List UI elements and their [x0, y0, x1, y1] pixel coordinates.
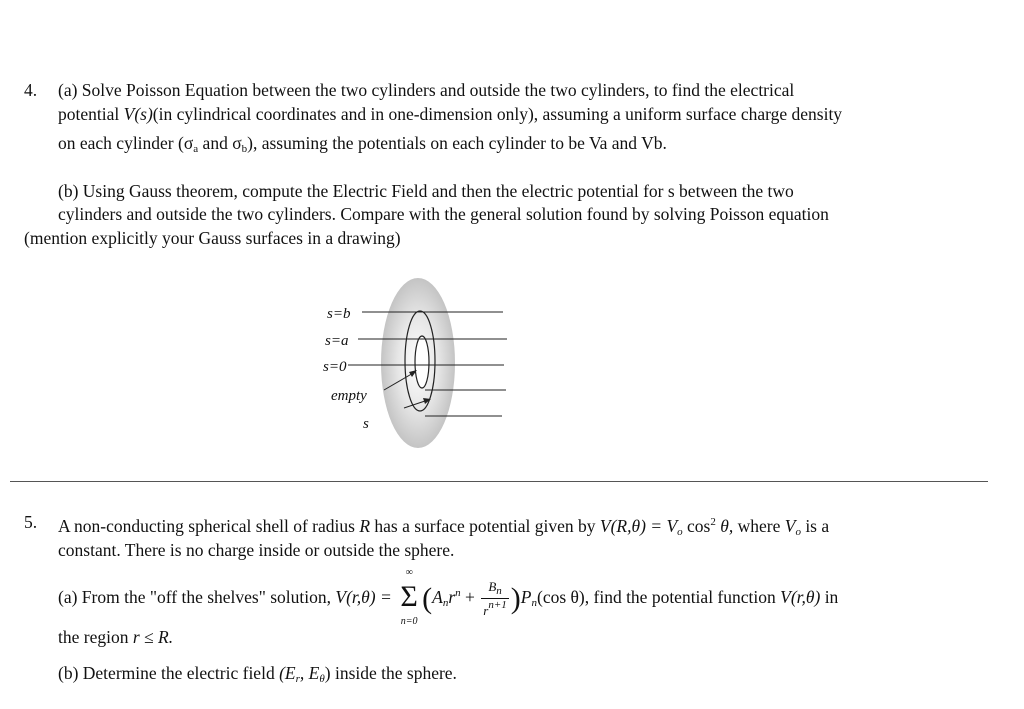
- problem-4a-line1: (a) Solve Poisson Equation between the two cylinders and outside the two cylinders, to find the electrical: [58, 80, 795, 100]
- cylinder-diagram: [300, 268, 520, 458]
- problem-5-line2: constant. There is no charge inside or outside the sphere.: [58, 540, 455, 560]
- problem-4b-line3: (mention explicitly your Gauss surfaces in a drawing): [24, 228, 401, 248]
- problem-4a-line3: on each cylinder ($\sigma_a$ and $\sigma_b$), assuming the potentials on each cylinder to be Va and Vb.: [58, 133, 667, 155]
- problem-4b-line2: cylinders and outside the two cylinders. Compare with the general solution found by solving Poisson equation: [58, 204, 829, 224]
- label-s-b: s=b: [327, 306, 351, 322]
- problem-5-number: 5.: [24, 512, 38, 532]
- cylinder-a: [415, 336, 429, 388]
- fraction-b-over-r: $\frac{B_n}{r^{n+1}}$: [483, 579, 507, 619]
- label-s-0: s=0: [323, 359, 347, 375]
- problem-5a-line: (a) From the "off the shelves" solution, V(r,θ) = ∞ Σ n=0 ($A_nr^n$ + $\frac{B_n}{r^{n+1}}$ )$P_n(\cos$ θ), find the potential function V(r,θ) in: [58, 567, 839, 628]
- problem-5-line1: A non-conducting spherical shell of radius R has a surface potential given by $V(R,\theta) = V_o$ $\cos^2 \theta$, where $V_o$ is a: [58, 516, 830, 538]
- problem-5-region: the region r ≤ R.: [58, 627, 174, 647]
- problem-5b-line: (b) Determine the electric field ($E_r$, $E_\theta$) inside the sphere.: [58, 663, 457, 685]
- label-s-a: s=a: [325, 333, 349, 349]
- problem-4b-line1: (b) Using Gauss theorem, compute the Electric Field and then the electric potential for s between the two: [58, 181, 794, 201]
- label-empty: empty: [331, 388, 367, 404]
- problem-4-number: 4.: [24, 80, 38, 100]
- summation-symbol: ∞ Σ n=0: [400, 567, 418, 628]
- problem-4a-line2: potential V(s)(in cylindrical coordinates and in one-dimension only), assuming a uniform surface charge density: [58, 104, 843, 124]
- label-s: s: [363, 416, 369, 432]
- section-divider: [10, 481, 988, 482]
